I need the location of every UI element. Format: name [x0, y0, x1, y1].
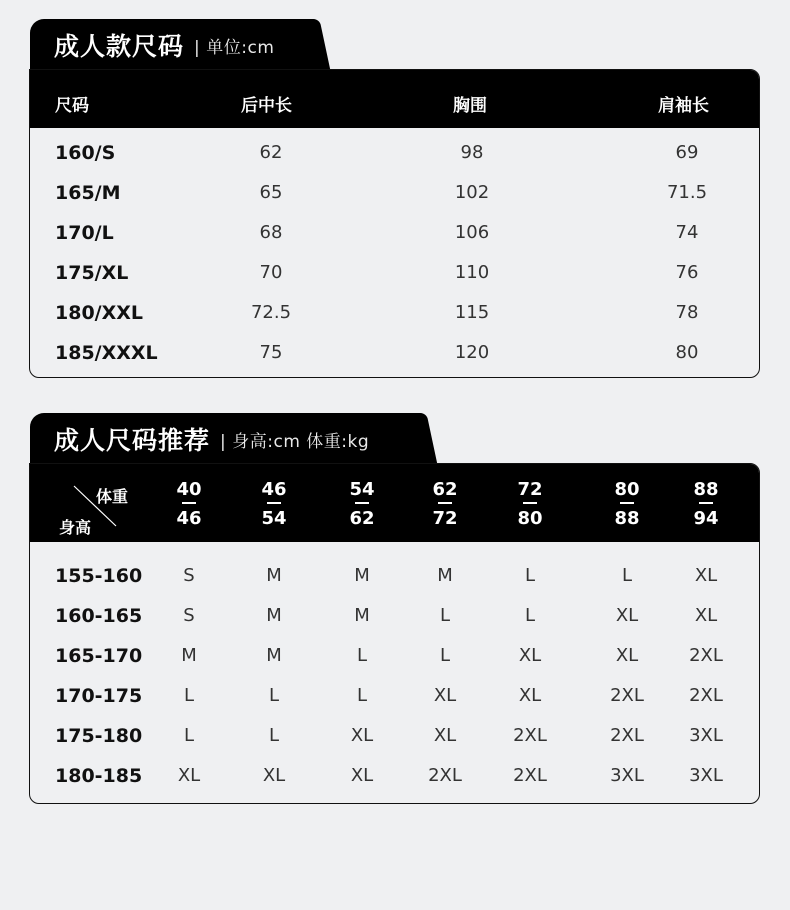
range-dash: [438, 502, 452, 504]
corner-weight-label: 体重: [96, 487, 129, 506]
recommended-size-cell: L: [268, 685, 280, 706]
measurement-cell: 68: [259, 222, 283, 243]
corner-cell: [30, 464, 150, 542]
recommendation-title-tab: [30, 413, 422, 465]
height-range-cell: 165-170: [55, 645, 143, 667]
recommended-size-cell: L: [356, 645, 368, 666]
recommended-size-cell: S: [183, 605, 195, 626]
recommended-size-cell: XL: [518, 685, 542, 706]
measurement-cell: 102: [454, 182, 490, 203]
recommended-size-cell: XL: [615, 605, 639, 626]
weight-range-min: 80: [614, 479, 640, 500]
corner-height-label: 身高: [59, 518, 92, 537]
size-chart-unit-text: 单位:cm: [206, 37, 275, 58]
recommended-size-cell: L: [621, 565, 633, 586]
recommended-size-cell: 2XL: [513, 725, 547, 746]
measurement-cell: 71.5: [666, 182, 708, 203]
recommended-size-cell: 3XL: [689, 725, 723, 746]
range-dash: [523, 502, 537, 504]
recommended-size-cell: XL: [177, 765, 201, 786]
size-cell: 165/M: [55, 182, 121, 204]
recommended-size-cell: 2XL: [689, 645, 723, 666]
table-row: [30, 292, 759, 332]
measurement-cell: 98: [460, 142, 484, 163]
weight-range-header: [607, 479, 647, 529]
table-row: [30, 554, 759, 594]
height-range-cell: 180-185: [55, 765, 143, 787]
recommended-size-cell: XL: [350, 725, 374, 746]
weight-range-min: 88: [693, 479, 719, 500]
recommended-size-cell: XL: [615, 645, 639, 666]
recommended-size-cell: L: [183, 725, 195, 746]
weight-range-header: [686, 479, 726, 529]
table-row: [30, 634, 759, 674]
recommendation-title: 成人尺码推荐: [54, 426, 211, 455]
recommended-size-cell: L: [524, 605, 536, 626]
size-chart-title: 成人款尺码: [54, 32, 185, 61]
table-row: [30, 714, 759, 754]
table-row: [30, 132, 759, 172]
weight-range-header: [169, 479, 209, 529]
measurement-cell: 106: [454, 222, 490, 243]
weight-range-min: 40: [176, 479, 202, 500]
recommended-size-cell: L: [183, 685, 195, 706]
weight-range-header: [425, 479, 465, 529]
table-row: [30, 172, 759, 212]
header-size: 尺码: [55, 96, 89, 116]
weight-range-max: 46: [176, 508, 202, 529]
header-chest: 胸围: [453, 96, 487, 116]
recommended-size-cell: XL: [350, 765, 374, 786]
recommended-size-cell: XL: [433, 685, 457, 706]
measurement-cell: 78: [675, 302, 699, 323]
recommended-size-cell: 3XL: [610, 765, 644, 786]
measurement-cell: 70: [259, 262, 283, 283]
size-cell: 185/XXXL: [55, 342, 158, 364]
recommended-size-cell: XL: [518, 645, 542, 666]
recommended-size-cell: L: [439, 645, 451, 666]
table-row: [30, 594, 759, 634]
measurement-cell: 110: [454, 262, 490, 283]
height-range-cell: 175-180: [55, 725, 143, 747]
recommended-size-cell: M: [181, 645, 197, 666]
recommended-size-cell: M: [354, 605, 370, 626]
range-dash: [620, 502, 634, 504]
measurement-cell: 75: [259, 342, 283, 363]
size-chart-header-row: [30, 70, 759, 128]
recommendation-unit: [220, 427, 369, 452]
recommended-size-cell: 2XL: [513, 765, 547, 786]
weight-range-min: 62: [432, 479, 458, 500]
table-row: [30, 252, 759, 292]
recommended-size-cell: M: [354, 565, 370, 586]
header-sleeve-length: 肩袖长: [658, 96, 709, 116]
recommendation-table: [29, 463, 760, 804]
recommended-size-cell: 2XL: [428, 765, 462, 786]
recommended-size-cell: XL: [433, 725, 457, 746]
recommended-size-cell: L: [439, 605, 451, 626]
table-row: [30, 212, 759, 252]
weight-range-max: 54: [261, 508, 287, 529]
measurement-cell: 115: [454, 302, 490, 323]
measurement-cell: 65: [259, 182, 283, 203]
height-range-cell: 155-160: [55, 565, 143, 587]
size-chart-table: [29, 69, 760, 378]
recommended-size-cell: L: [524, 565, 536, 586]
weight-range-header: [254, 479, 294, 529]
recommended-size-cell: 2XL: [610, 725, 644, 746]
recommended-size-cell: M: [266, 645, 282, 666]
size-chart-unit: [194, 33, 274, 58]
weight-range-max: 94: [693, 508, 719, 529]
weight-range-header: [342, 479, 382, 529]
recommended-size-cell: L: [356, 685, 368, 706]
size-cell: 180/XXL: [55, 302, 144, 324]
recommended-size-cell: M: [266, 605, 282, 626]
recommended-size-cell: 3XL: [689, 765, 723, 786]
recommendation-header-row: [30, 464, 759, 542]
height-range-cell: 160-165: [55, 605, 143, 627]
range-dash: [267, 502, 281, 504]
measurement-cell: 72.5: [250, 302, 292, 323]
recommended-size-cell: S: [183, 565, 195, 586]
range-dash: [699, 502, 713, 504]
title-separator: |: [194, 37, 201, 58]
weight-range-min: 54: [349, 479, 375, 500]
title-separator: |: [220, 431, 227, 452]
range-dash: [182, 502, 196, 504]
range-dash: [355, 502, 369, 504]
measurement-cell: 69: [675, 142, 699, 163]
measurement-cell: 62: [259, 142, 283, 163]
recommendation-unit-text: 身高:cm 体重:kg: [232, 431, 370, 452]
weight-range-max: 80: [517, 508, 543, 529]
table-row: [30, 332, 759, 372]
weight-range-max: 62: [349, 508, 375, 529]
header-back-length: 后中长: [241, 96, 292, 116]
table-row: [30, 754, 759, 794]
recommended-size-cell: M: [266, 565, 282, 586]
recommended-size-cell: XL: [694, 605, 718, 626]
weight-range-max: 72: [432, 508, 458, 529]
height-range-cell: 170-175: [55, 685, 143, 707]
recommended-size-cell: M: [437, 565, 453, 586]
weight-range-max: 88: [614, 508, 640, 529]
size-cell: 170/L: [55, 222, 114, 244]
measurement-cell: 80: [675, 342, 699, 363]
recommended-size-cell: 2XL: [610, 685, 644, 706]
weight-range-header: [510, 479, 550, 529]
recommended-size-cell: XL: [262, 765, 286, 786]
measurement-cell: 74: [675, 222, 699, 243]
measurement-cell: 76: [675, 262, 699, 283]
weight-range-min: 46: [261, 479, 287, 500]
recommended-size-cell: L: [268, 725, 280, 746]
size-cell: 160/S: [55, 142, 116, 164]
size-cell: 175/XL: [55, 262, 129, 284]
table-row: [30, 674, 759, 714]
weight-range-min: 72: [517, 479, 543, 500]
measurement-cell: 120: [454, 342, 490, 363]
recommended-size-cell: XL: [694, 565, 718, 586]
recommended-size-cell: 2XL: [689, 685, 723, 706]
size-chart-title-tab: [30, 19, 315, 71]
